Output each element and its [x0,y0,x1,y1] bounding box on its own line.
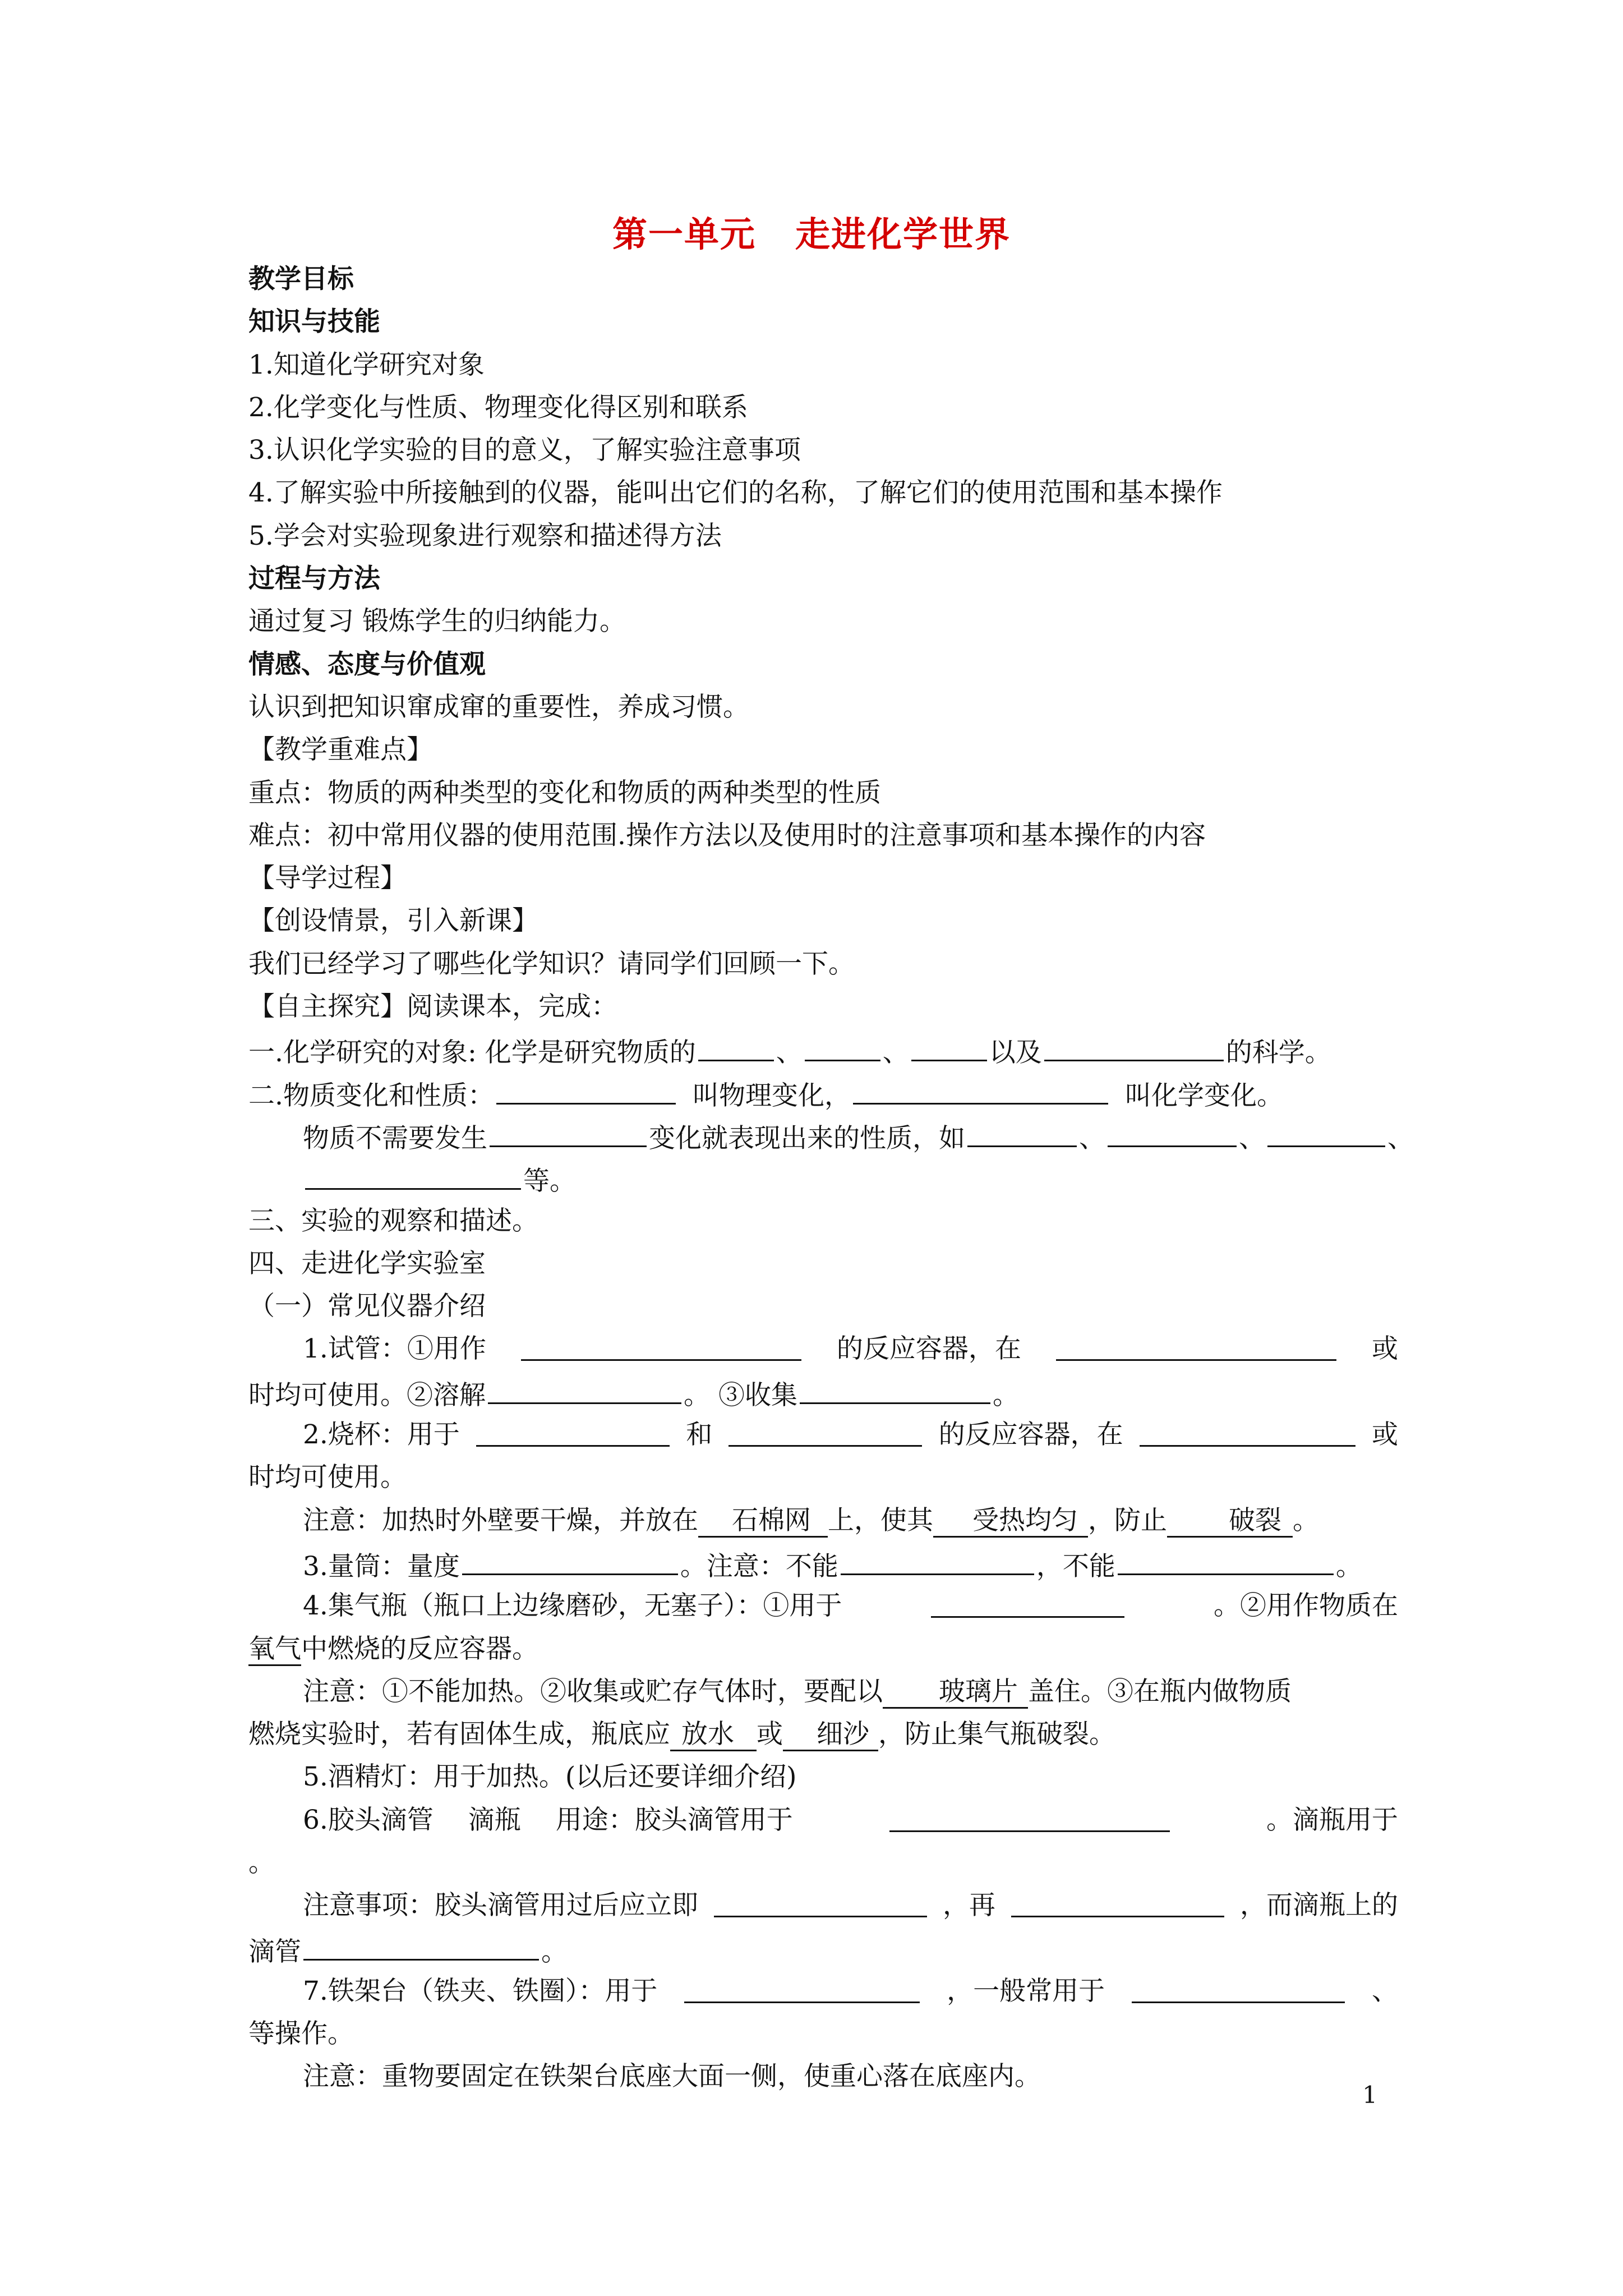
dropper-note: 注意事项：胶头滴管用过后应立即 ，再 ，而滴瓶上的 [248,1884,1398,1927]
blank-field[interactable] [931,1585,1124,1618]
blank-field[interactable] [911,1028,987,1061]
heading-knowledge-skills: 知识与技能 [248,306,380,338]
dropper-note-cont: 滴管 。 [248,1927,1398,1970]
section-intro-label: 【创设情景，引入新课】 [248,905,538,937]
blank-field[interactable] [1044,1028,1224,1061]
document-body [248,258,1414,2099]
blank-field[interactable] [1108,1114,1237,1147]
lab-heading: 四、走进化学实验室 [248,1248,486,1279]
heading-emotion-values: 情感、态度与价值观 [248,648,486,680]
process-text: 通过复习 锻炼学生的归纳能力。 [248,606,626,637]
blank-field[interactable] [305,1157,521,1190]
blank-field[interactable] [488,1371,681,1404]
blank-field[interactable] [490,1114,647,1147]
blank-field[interactable] [728,1414,922,1447]
blank-field[interactable] [800,1371,990,1404]
section-keypoints-label: 【教学重难点】 [248,734,433,766]
beaker-note: 注意：加热时外壁要干燥，并放在 石棉网 上，使其 受热均匀 ，防止 破裂 。 [248,1499,1398,1542]
emotion-text: 认识到把知识窜成窜的重要性，养成习惯。 [248,691,749,723]
gas-jar-note-cont: 燃烧实验时，若有固体生成，瓶底应 放水 或 细沙 ，防止集气瓶破裂。 [248,1713,1398,1756]
blank-field[interactable] [1140,1414,1355,1447]
key-point-text: 重点：物质的两种类型的变化和物质的两种类型的性质 [248,777,881,808]
iron-stand-line: 7.铁架台（铁夹、铁圈）：用于 ，一般常用于 、 [248,1970,1398,2013]
cylinder-line: 3.量筒：量度 。注意：不能 ，不能 。 [248,1542,1398,1585]
blank-field[interactable] [462,1542,678,1575]
iron-stand-line-cont: 等操作。 [248,2018,354,2050]
blank-field[interactable] [303,1927,539,1961]
difficult-point-text: 难点：初中常用仪器的使用范围.操作方法以及使用时的注意事项和基本操作的内容 [248,820,1206,851]
blank-field[interactable] [684,1970,920,2003]
knowledge-item: 5.学会对实验现象进行观察和描述得方法 [248,520,722,551]
knowledge-item: 2.化学变化与性质、物理变化得区别和联系 [248,392,748,423]
knowledge-item: 3.认识化学实验的目的意义，了解实验注意事项 [248,435,801,466]
knowledge-item: 4.了解实验中所接触到的仪器，能叫出它们的名称，了解它们的使用范围和基本操作 [248,477,1223,509]
heading-process-methods: 过程与方法 [248,563,380,595]
blank-field[interactable] [889,1799,1170,1832]
document-title [0,206,1623,256]
physical-property-line-cont: 等。 [248,1157,1398,1199]
blank-field[interactable] [1118,1542,1334,1575]
knowledge-item: 1.知道化学研究对象 [248,349,485,380]
change-property-line: 二.物质变化和性质： 叫物理变化， 叫化学变化。 [248,1071,1398,1114]
blank-field[interactable] [496,1071,676,1105]
alcohol-lamp-line: 5.酒精灯：用于加热。(以后还要详细介绍) [303,1761,797,1793]
gas-jar-line-cont: 氧气中燃烧的反应容器。 [248,1628,1398,1671]
blank-field[interactable] [698,1028,774,1061]
beaker-line-cont: 时均可使用。 [248,1462,407,1493]
observation-heading: 三、实验的观察和描述。 [248,1205,538,1236]
page-number: 1 [1362,2081,1377,2109]
blank-field[interactable] [805,1028,880,1061]
dropper-line: 6.胶头滴管 滴瓶 用途：胶头滴管用于 。滴瓶用于 [248,1799,1398,1842]
blank-field[interactable] [1056,1328,1336,1361]
gas-jar-line: 4.集气瓶（瓶口上边缘磨砂，无塞子）：①用于 。②用作物质在 [248,1585,1398,1627]
dropper-line-cont: 。 [248,1847,275,1878]
gas-jar-note: 注意：①不能加热。②收集或贮存气体时，要配以 玻璃片 盖住。③在瓶内做物质 [248,1671,1398,1713]
blank-field[interactable] [476,1414,670,1447]
research-object-line: 一.化学研究的对象: 化学是研究物质的 、 、 以及 的科学。 [248,1028,1398,1071]
title-unit: 第一单元 [612,214,756,255]
beaker-line: 2.烧杯：用于 和 的反应容器，在 或 [248,1414,1398,1456]
blank-field[interactable] [967,1114,1077,1147]
test-tube-line-cont: 时均可使用。②溶解 。 ③收集 。 [248,1371,1398,1414]
blank-field[interactable] [714,1884,927,1917]
blank-field[interactable] [841,1542,1034,1575]
iron-stand-note: 注意：重物要固定在铁架台底座大面一侧，使重心落在底座内。 [303,2061,1041,2092]
blank-field[interactable] [1132,1970,1345,2003]
blank-field[interactable] [521,1328,801,1361]
instruments-heading: （一）常见仪器介绍 [248,1291,486,1322]
blank-field[interactable] [1011,1884,1224,1917]
blank-field[interactable] [853,1071,1108,1105]
test-tube-line: 1.试管：①用作 的反应容器，在 或 [248,1328,1398,1370]
title-topic: 走进化学世界 [795,214,1011,255]
physical-property-line: 物质不需要发生 变化就表现出来的性质，如 、 、 、 [248,1114,1398,1157]
blank-field[interactable] [1267,1114,1385,1147]
explore-line: 【自主探究】阅读课本，完成： [248,991,617,1023]
section-guide-label: 【导学过程】 [248,863,407,894]
heading-teaching-goals: 教学目标 [248,264,354,295]
intro-text: 我们已经学习了哪些化学知识？请同学们回顾一下。 [248,948,855,979]
